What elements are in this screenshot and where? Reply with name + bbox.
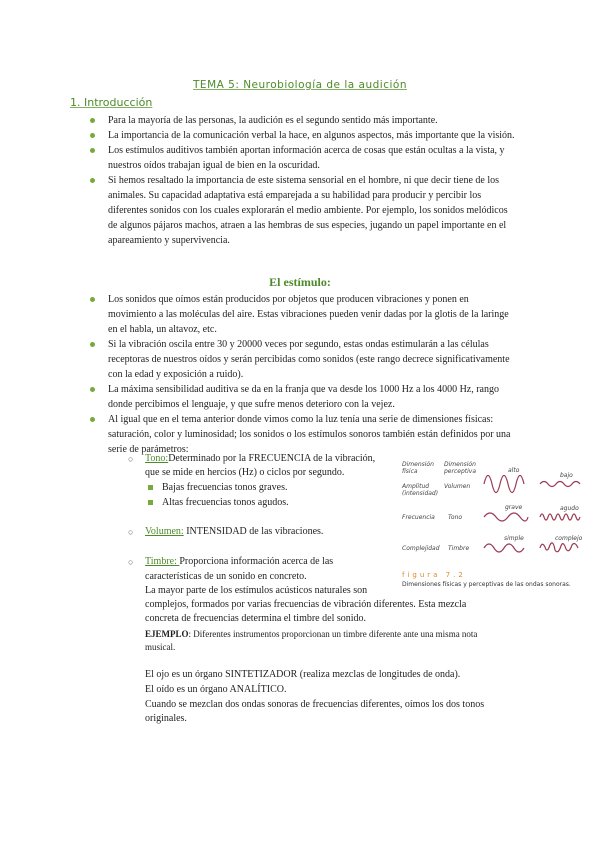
circle-bullet-icon: ○: [128, 527, 134, 537]
tono-text: Determinado por la FRECUENCIA de la vibración,: [168, 453, 376, 464]
wave-drawings: [400, 455, 595, 570]
timbre-example: [145, 628, 505, 654]
tono-label: Tono:: [145, 453, 169, 464]
example-label: EJEMPLO: [145, 629, 189, 639]
closing-line: El oído es un órgano ANALÍTICO.: [145, 684, 287, 695]
wave-simple-icon: [484, 544, 524, 552]
tono-text-2: que se mide en hercios (Hz) o ciclos por segundo.: [145, 467, 345, 478]
wave-complex-icon: [540, 543, 578, 552]
figure-row-perceptual: Tono: [448, 514, 463, 521]
stimulus-bullet: La máxima sensibilidad auditiva se da en la franja que va desde los 1000 Hz a los 4000 Hz, rango donde percibimos el lenguaje, y que sufre menos deterioro con la vejez.: [108, 382, 518, 412]
timbre-item: [128, 555, 405, 569]
figure-row-physical: Frecuencia: [402, 514, 435, 521]
intro-list: [108, 113, 518, 248]
timbre-text: Proporciona información acerca de las: [179, 556, 334, 567]
timbre-line: complejos, formados por varias frecuencias de vibración diferentes. Esta mezcla: [145, 599, 467, 610]
stimulus-bullet: Los sonidos que oímos están producidos por objetos que producen vibraciones y ponen en movimiento a las moléculas del aire. Estas vibraciones pueden venir dadas por la glotis de la laringe en el habla, un altavoz, etc.: [108, 292, 518, 337]
timbre-label: Timbre:: [145, 556, 180, 567]
wave-low-frequency-icon: [484, 513, 528, 521]
wave-label: alto: [508, 467, 520, 474]
wave-label: grave: [505, 504, 523, 511]
wave-high-frequency-icon: [540, 514, 580, 520]
wave-low-amplitude-icon: [540, 482, 580, 487]
figure-row-perceptual: Timbre: [448, 545, 470, 552]
volumen-label: Volumen:: [145, 526, 184, 537]
tono-subitem: Altas frecuencias tonos agudos.: [162, 497, 289, 508]
figure-col-physical: Dimensión física: [402, 461, 434, 475]
tono-subitem: Bajas frecuencias tonos graves.: [162, 482, 288, 493]
sound-dimensions-figure: [400, 455, 595, 590]
figure-row-physical: Complejidad: [402, 545, 440, 552]
wave-label: agudo: [560, 505, 579, 512]
stimulus-bullet: Al igual que en el tema anterior donde vimos como la luz tenía una serie de dimensiones físicas: saturación, color y luminosidad; los sonidos o los estímulos sonoros también están definidos por una serie de parámetros:: [108, 412, 518, 457]
closing-line: El ojo es un órgano SINTETIZADOR (realiza mezclas de longitudes de onda).: [145, 669, 461, 680]
timbre-line: características de un sonido en concreto.: [145, 571, 307, 582]
intro-bullet: Para la mayoría de las personas, la audición es el segundo sentido más importante.: [108, 113, 518, 128]
timbre-line: La mayor parte de los estímulos acústicos naturales son: [145, 585, 368, 596]
figure-row-perceptual: Volumen: [444, 483, 471, 490]
stimulus-bullet: Si la vibración oscila entre 30 y 20000 veces por segundo, estas ondas estimularán a las células receptoras de nuestros oídos y serán percibidas como sonidos (este rango decrece significativamente con la edad y exposición a ruido).: [108, 337, 518, 382]
wave-label: bajo: [560, 472, 573, 479]
wave-label: simple: [504, 535, 524, 542]
page-title: TEMA 5: Neurobiología de la audición: [193, 79, 407, 91]
section-heading-estimulo: El estímulo:: [269, 275, 331, 289]
timbre-line: concreta de frecuencias determina el timbre del sonido.: [145, 613, 367, 624]
intro-bullet: La importancia de la comunicación verbal la hace, en algunos aspectos, más importante que la visión.: [108, 128, 518, 143]
wave-label: complejo: [555, 535, 583, 542]
figure-col-perceptual: Dimensión perceptiva: [444, 461, 477, 475]
figure-number: figura 7.2: [402, 571, 466, 579]
figure-caption: Dimensiones físicas y perceptivas de las ondas sonoras.: [402, 581, 571, 588]
intro-bullet: Los estímulos auditivos también aportan información acerca de cosas que están ocultas a la vista, y nuestros oídos trabajan igual de bien en la oscuridad.: [108, 143, 518, 173]
example-text: : Diferentes instrumentos proporcionan un timbre diferente ante una misma nota musical.: [145, 629, 478, 652]
circle-bullet-icon: ○: [128, 454, 134, 464]
wave-high-amplitude-icon: [484, 476, 524, 493]
section-heading-introduccion: 1. Introducción: [70, 96, 153, 109]
volumen-text: INTENSIDAD de las vibraciones.: [183, 526, 324, 537]
intro-bullet: Si hemos resaltado la importancia de este sistema sensorial en el hombre, ni que decir tiene de los animales. Su capacidad adaptativa está emparejada a su habilidad para producir y percibir los diferentes sonidos con los cuales explorarán el medio ambiente. Por ejemplo, los sonidos melódicos de algunos pájaros machos, atraen a las hembras de sus especies, jugando un papel importante en el apareamiento y supervivencia.: [108, 173, 518, 248]
figure-row-physical: Amplitud (intensidad): [402, 483, 439, 497]
stimulus-list: [108, 292, 518, 457]
closing-line: Cuando se mezclan dos ondas sonoras de frecuencias diferentes, oímos los dos tonos originales.: [145, 699, 485, 724]
circle-bullet-icon: ○: [128, 557, 134, 567]
